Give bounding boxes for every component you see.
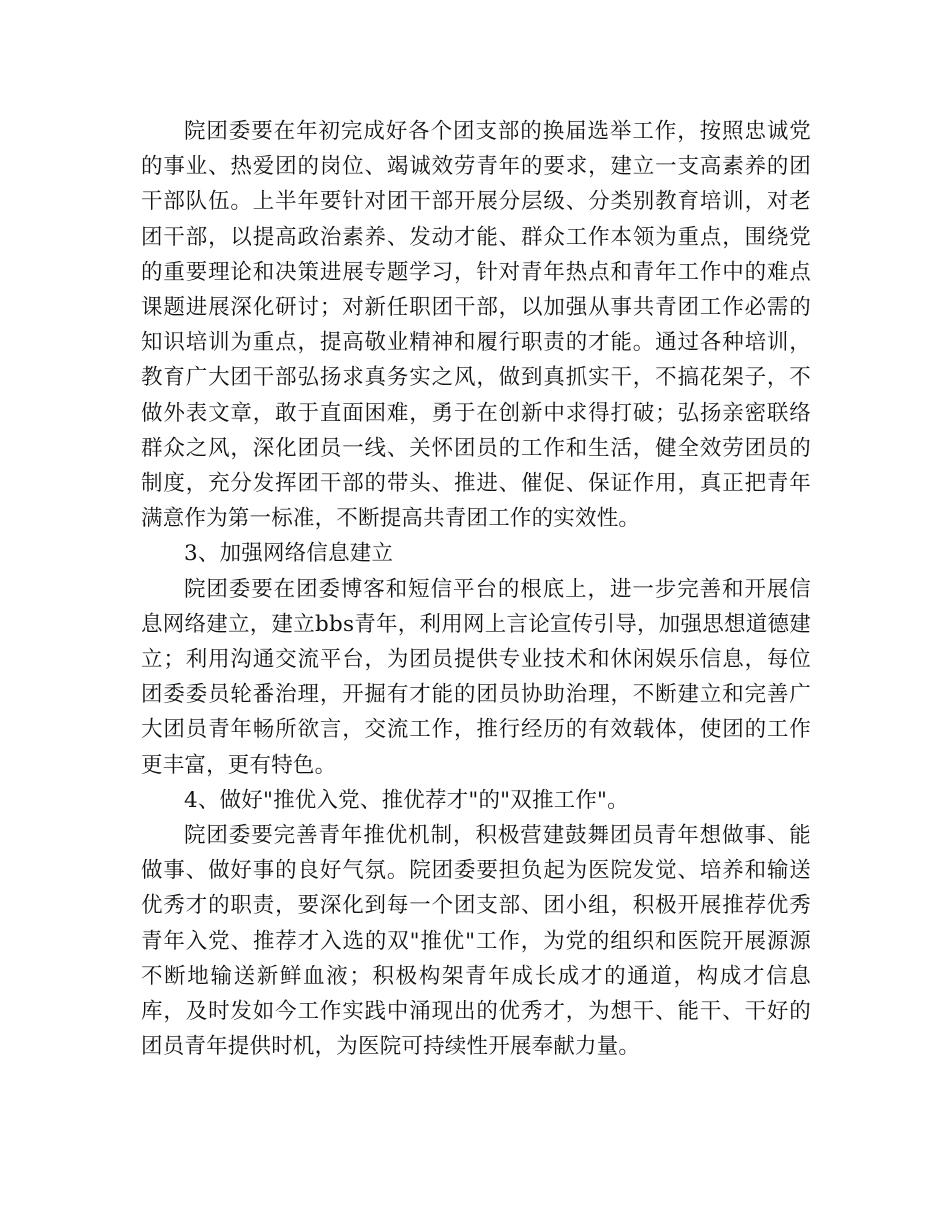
paragraph-cadre-training: 院团委要在年初完成好各个团支部的换届选举工作，按照忠诚党的事业、热爱团的岗位、竭诚效劳青年的要求，建立一支高素养的团干部队伍。上半年要针对团干部开展分层级、分类别教育培训，对老团干部，以提高政治素养、发动才能、群众工作本领为重点，围绕党的重要理论和决策进展专题学习，针对青年热点和青年工作中的难点课题进展深化研讨；对新任职团干部，以加强从事共青团工作必需的知识培训为重点，提高敬业精神和履行职责的才能。通过各种培训，教育广大团干部弘扬求真务实之风，做到真抓实干，不搞花架子，不做外表文章，敢于直面困难，勇于在创新中求得打破；弘扬亲密联络群众之风，深化团员一线、关怀团员的工作和生活，健全效劳团员的制度，充分发挥团干部的带头、推进、催促、保证作用，真正把青年满意作为第一标准，不断提高共青团工作的实效性。: [141, 119, 811, 532]
paragraph-network: 院团委要在团委博客和短信平台的根底上，进一步完善和开展信息网络建立，建立bbs青年，利用网上言论宣传引导，加强思想道德建立；利用沟通交流平台，为团员提供专业技术和休闲娱乐信息，每位团委委员轮番治理，开掘有才能的团员协助治理，不断建立和完善广大团员青年畅所欲言，交流工作，推行经历的有效载体，使团的工作更丰富，更有特色。: [141, 576, 811, 778]
document-body: [141, 114, 811, 1064]
paragraph-double-recommend: 院团委要完善青年推优机制，积极营建鼓舞团员青年想做事、能做事、做好事的良好气氛。院团委要担负起为医院发觉、培养和输送优秀才的职责，要深化到每一个团支部、团小组，积极开展推荐优秀青年入党、推荐才入选的双"推优"工作，为党的组织和医院开展源源不断地输送新鲜血液；积极构架青年成长成才的通道，构成才信息库，及时发如今工作实践中涌现出的优秀才，为想干、能干、干好的团员青年提供时机，为医院可持续性开展奉献力量。: [141, 823, 811, 1060]
section-heading-network: 3、加强网络信息建立: [184, 541, 394, 567]
section-heading-double-recommend: 4、做好"推优入党、推优荐才"的"双推工作"。: [184, 787, 629, 813]
